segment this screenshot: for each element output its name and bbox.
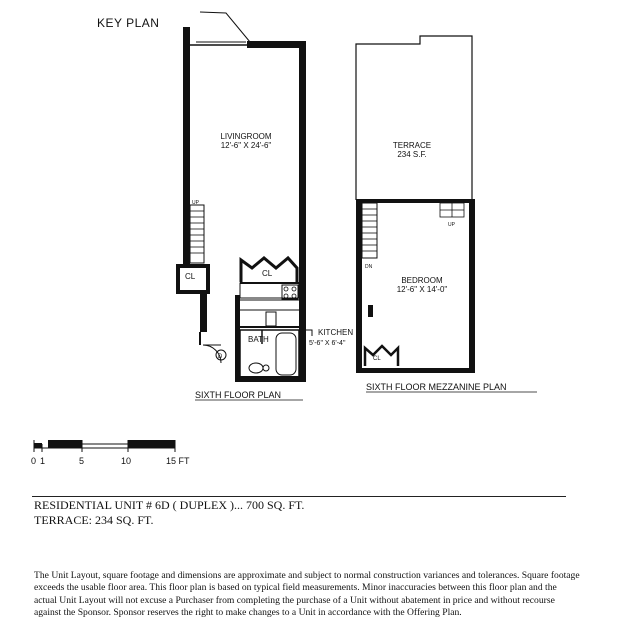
bathtub <box>276 333 296 375</box>
terrace-door-label: UP <box>448 222 455 228</box>
bedroom-name: BEDROOM <box>401 276 443 285</box>
bedroom-right-wall <box>469 200 475 372</box>
livingroom-name: LIVINGROOM <box>220 132 272 141</box>
sixth-floor-title: SIXTH FLOOR PLAN <box>195 390 282 400</box>
kitchen-dims: 5'-6" X 6'-4" <box>309 340 346 347</box>
stairs-down-label: DN <box>365 264 373 270</box>
stairs-down <box>362 203 377 270</box>
bedroom-left-wall <box>356 200 362 372</box>
left-wall <box>183 27 190 267</box>
unit-size: RESIDENTIAL UNIT # 6D ( DUPLEX )... 700 SQ. FT. <box>34 498 305 512</box>
terrace-area: 234 S.F. <box>397 150 427 159</box>
scale-label-1: 1 <box>40 456 46 466</box>
lavatory <box>263 365 269 371</box>
bedroom-top-wall <box>356 199 475 203</box>
key-plan-label: KEY PLAN <box>97 16 160 30</box>
mezzanine-title: SIXTH FLOOR MEZZANINE PLAN <box>366 382 507 392</box>
bedroom-closet-label: CL <box>373 356 381 362</box>
terrace-name: TERRACE <box>392 141 432 150</box>
bedroom-closet <box>365 346 398 366</box>
scale-label-5: 5 <box>79 456 85 466</box>
scale-bar <box>31 440 190 466</box>
divider-rule <box>32 496 566 497</box>
closet-right-label: CL <box>262 269 273 278</box>
right-wall <box>299 41 306 381</box>
mezzanine-plan <box>356 36 537 392</box>
terrace-outline <box>356 36 472 200</box>
closet-left-label: CL <box>185 272 196 281</box>
disclaimer-text: The Unit Layout, square footage and dimensions are approximate and subject to normal construction variances and tolerances. Square footage exceeds the usable floor area. This floor plan is based on typical field measurements. Minor inaccuracies between this floor plan and the actual Unit Layout will not excuse a Purchaser from completing the purchase of a Unit without abatement in price and without recourse against the Sponsor. Sponsor reserves the right to make changes to a Unit in accordance with the Offering Plan. <box>34 570 580 619</box>
kitchen-name: KITCHEN <box>318 328 354 337</box>
livingroom-dims: 12'-6" X 24'-6" <box>220 141 272 150</box>
top-wall <box>247 41 303 48</box>
stairs-up <box>190 200 204 263</box>
toilet <box>249 363 263 373</box>
bedroom-dims: 12'-6" X 14'-0" <box>396 285 448 294</box>
sixth-floor-plan <box>178 27 353 400</box>
bath-name: BATH <box>248 335 269 344</box>
scale-label-15ft: 15 FT <box>166 456 190 466</box>
stairs-up-label: UP <box>192 200 199 206</box>
kitchen-sink <box>266 312 276 326</box>
unit-info <box>34 498 304 528</box>
scale-label-10: 10 <box>121 456 132 466</box>
key-plan-leader <box>200 12 250 42</box>
bedroom-bottom-wall <box>356 368 475 373</box>
scale-label-0: 0 <box>31 456 37 466</box>
terrace-size: TERRACE: 234 SQ. FT. <box>34 513 154 527</box>
entry-label: D <box>218 354 223 360</box>
